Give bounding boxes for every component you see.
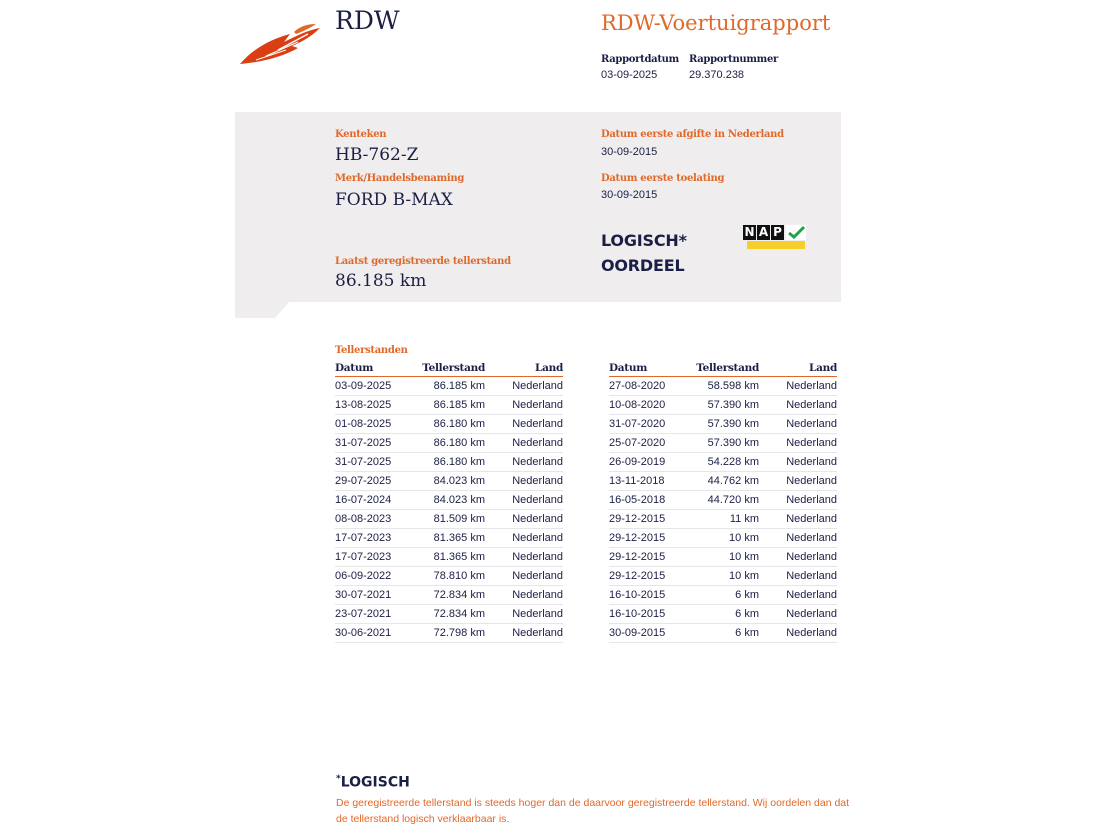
table-header-row [609, 361, 837, 377]
cell-date: 29-12-2015 [609, 529, 687, 548]
cell-date: 30-06-2021 [335, 624, 413, 643]
table-row [335, 605, 563, 624]
rdw-wing-logo-icon [238, 20, 322, 68]
cell-reading: 57.390 km [687, 415, 759, 434]
readings-title: Tellerstanden [335, 345, 408, 356]
cell-reading: 10 km [687, 548, 759, 567]
footnote-asterisk: * [336, 774, 341, 784]
cell-reading: 81.365 km [413, 529, 485, 548]
last-reading-value: 86.185 km [335, 271, 427, 291]
cell-date: 13-08-2025 [335, 396, 413, 415]
panel-notch [235, 302, 289, 318]
cell-date: 31-07-2025 [335, 434, 413, 453]
verdict-line-2: OORDEEL [601, 256, 685, 275]
table-row [335, 453, 563, 472]
cell-reading: 78.810 km [413, 567, 485, 586]
cell-country: Nederland [485, 396, 563, 415]
table-row [335, 472, 563, 491]
table-row [609, 434, 837, 453]
cell-country: Nederland [485, 567, 563, 586]
cell-country: Nederland [485, 548, 563, 567]
cell-date: 29-12-2015 [609, 548, 687, 567]
cell-reading: 6 km [687, 605, 759, 624]
last-reading-label: Laatst geregistreerde tellerstand [335, 256, 511, 267]
cell-date: 08-08-2023 [335, 510, 413, 529]
table-row [609, 396, 837, 415]
cell-country: Nederland [759, 624, 837, 643]
cell-date: 16-10-2015 [609, 586, 687, 605]
cell-date: 23-07-2021 [335, 605, 413, 624]
cell-country: Nederland [759, 453, 837, 472]
cell-country: Nederland [759, 415, 837, 434]
nap-letter-p: P [771, 225, 784, 240]
cell-date: 01-08-2025 [335, 415, 413, 434]
table-row [335, 377, 563, 396]
cell-reading: 11 km [687, 510, 759, 529]
cell-country: Nederland [759, 586, 837, 605]
cell-reading: 44.720 km [687, 491, 759, 510]
nap-yellow-stripe [747, 241, 805, 249]
table-row [335, 529, 563, 548]
table-row [609, 567, 837, 586]
cell-country: Nederland [759, 396, 837, 415]
table-row [609, 453, 837, 472]
report-title: RDW-Voertuigrapport [601, 11, 831, 35]
nap-letter-n: N [744, 225, 755, 239]
cell-reading: 57.390 km [687, 396, 759, 415]
cell-reading: 57.390 km [687, 434, 759, 453]
table-row [609, 472, 837, 491]
vehicle-info-panel [235, 112, 841, 302]
make-value: FORD B-MAX [335, 190, 453, 210]
cell-reading: 86.185 km [413, 377, 485, 396]
cell-country: Nederland [759, 434, 837, 453]
readings-table-right [609, 361, 837, 643]
cell-country: Nederland [759, 472, 837, 491]
cell-date: 13-11-2018 [609, 472, 687, 491]
table-row [335, 491, 563, 510]
cell-reading: 54.228 km [687, 453, 759, 472]
table-row [609, 624, 837, 643]
cell-date: 26-09-2019 [609, 453, 687, 472]
cell-country: Nederland [485, 415, 563, 434]
column-header-date: Datum [335, 361, 413, 377]
cell-country: Nederland [759, 529, 837, 548]
cell-reading: 10 km [687, 529, 759, 548]
cell-date: 29-07-2025 [335, 472, 413, 491]
readings-table-left [335, 361, 563, 643]
make-label: Merk/Handelsbenaming [335, 173, 465, 184]
brand-name: RDW [335, 6, 400, 35]
cell-date: 27-08-2020 [609, 377, 687, 396]
table-row [335, 567, 563, 586]
cell-country: Nederland [759, 377, 837, 396]
cell-reading: 81.365 km [413, 548, 485, 567]
report-date: 03-09-2025 [601, 69, 658, 81]
table-row [609, 415, 837, 434]
cell-reading: 72.834 km [413, 586, 485, 605]
plate-value: HB-762-Z [335, 145, 419, 165]
table-row [609, 491, 837, 510]
report-number: 29.370.238 [689, 69, 745, 81]
table-row [609, 586, 837, 605]
cell-reading: 84.023 km [413, 491, 485, 510]
cell-country: Nederland [759, 510, 837, 529]
cell-reading: 10 km [687, 567, 759, 586]
table-row [335, 624, 563, 643]
footnote-text: De geregistreerde tellerstand is steeds hoger dan de daarvoor geregistreerde tellerstand. Wij oordelen dan dat de tellerstand logisch verklaarbaar is. [336, 797, 850, 825]
cell-country: Nederland [485, 377, 563, 396]
footnote-title-text: LOGISCH [340, 774, 410, 791]
cell-date: 16-05-2018 [609, 491, 687, 510]
cell-date: 06-09-2022 [335, 567, 413, 586]
cell-reading: 6 km [687, 586, 759, 605]
column-header-country: Land [485, 361, 563, 377]
column-header-reading: Tellerstand [687, 361, 759, 377]
cell-date: 10-08-2020 [609, 396, 687, 415]
green-check-icon [786, 225, 806, 240]
cell-date: 29-12-2015 [609, 567, 687, 586]
cell-reading: 6 km [687, 624, 759, 643]
cell-reading: 44.762 km [687, 472, 759, 491]
cell-date: 31-07-2020 [609, 415, 687, 434]
verdict-line-1: LOGISCH* [601, 231, 687, 250]
cell-date: 17-07-2023 [335, 529, 413, 548]
cell-country: Nederland [485, 491, 563, 510]
cell-country: Nederland [485, 605, 563, 624]
cell-date: 03-09-2025 [335, 377, 413, 396]
cell-country: Nederland [759, 491, 837, 510]
cell-date: 17-07-2023 [335, 548, 413, 567]
cell-date: 30-07-2021 [335, 586, 413, 605]
verdict-text [601, 228, 687, 278]
report-date-label: Rapportdatum [601, 54, 679, 65]
table-row [609, 605, 837, 624]
table-row [335, 510, 563, 529]
first-issue-nl-label: Datum eerste afgifte in Nederland [601, 129, 784, 140]
table-row [609, 510, 837, 529]
nap-letter-a: A [758, 225, 769, 239]
first-admission-label: Datum eerste toelating [601, 173, 725, 184]
cell-reading: 86.185 km [413, 396, 485, 415]
cell-reading: 72.798 km [413, 624, 485, 643]
table-row [335, 415, 563, 434]
cell-date: 29-12-2015 [609, 510, 687, 529]
cell-reading: 58.598 km [687, 377, 759, 396]
cell-country: Nederland [485, 586, 563, 605]
cell-reading: 84.023 km [413, 472, 485, 491]
table-row [609, 548, 837, 567]
table-row [335, 586, 563, 605]
table-row [335, 396, 563, 415]
column-header-date: Datum [609, 361, 687, 377]
cell-date: 16-10-2015 [609, 605, 687, 624]
table-row [335, 548, 563, 567]
cell-country: Nederland [759, 567, 837, 586]
cell-country: Nederland [485, 529, 563, 548]
cell-country: Nederland [759, 548, 837, 567]
cell-country: Nederland [485, 453, 563, 472]
cell-reading: 86.180 km [413, 453, 485, 472]
cell-country: Nederland [759, 605, 837, 624]
table-row [609, 377, 837, 396]
cell-reading: 86.180 km [413, 434, 485, 453]
footnote-title [336, 774, 410, 791]
first-admission-value: 30-09-2015 [601, 189, 658, 201]
column-header-reading: Tellerstand [413, 361, 485, 377]
cell-country: Nederland [485, 434, 563, 453]
cell-date: 31-07-2025 [335, 453, 413, 472]
first-issue-nl-value: 30-09-2015 [601, 146, 658, 158]
cell-country: Nederland [485, 472, 563, 491]
nap-badge [743, 224, 807, 250]
table-row [609, 529, 837, 548]
cell-country: Nederland [485, 510, 563, 529]
cell-date: 25-07-2020 [609, 434, 687, 453]
table-header-row [335, 361, 563, 377]
cell-date: 16-07-2024 [335, 491, 413, 510]
cell-reading: 86.180 km [413, 415, 485, 434]
plate-label: Kenteken [335, 129, 387, 140]
cell-reading: 81.509 km [413, 510, 485, 529]
table-row [335, 434, 563, 453]
cell-date: 30-09-2015 [609, 624, 687, 643]
cell-country: Nederland [485, 624, 563, 643]
column-header-country: Land [759, 361, 837, 377]
cell-reading: 72.834 km [413, 605, 485, 624]
report-number-label: Rapportnummer [689, 54, 778, 65]
